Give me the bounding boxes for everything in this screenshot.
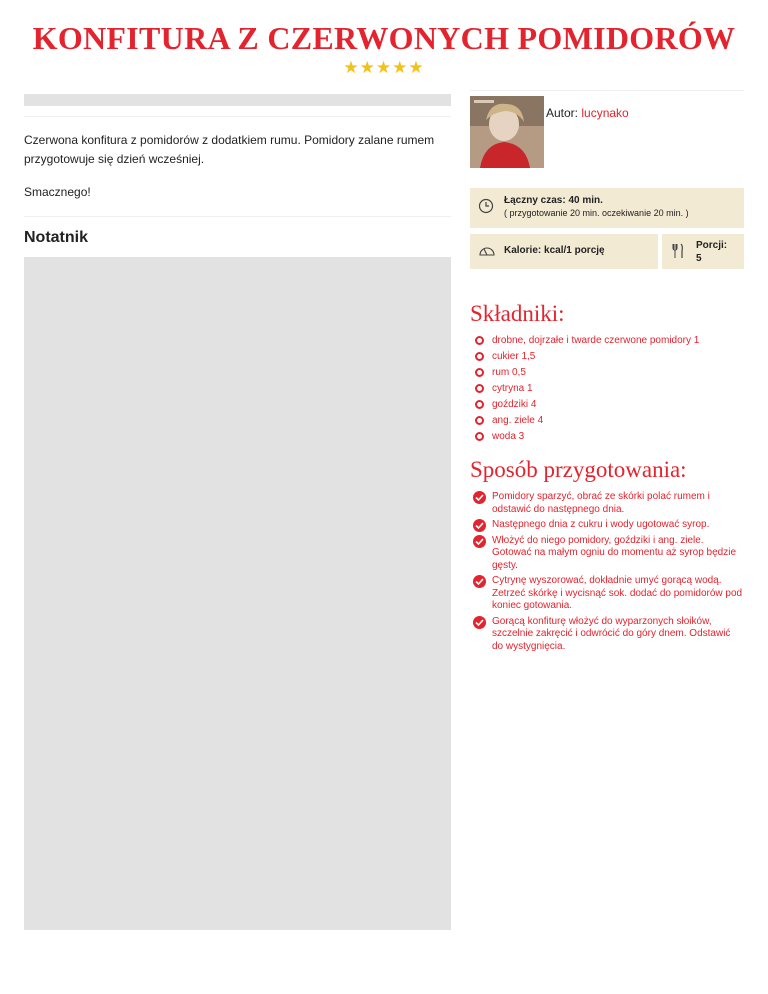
notes-area[interactable] bbox=[24, 257, 451, 930]
step-text: Włożyć do niego pomidory, goździki i ang. ziele. Gotować na małym ogniu do momentu aż syrop będzie gęsty. bbox=[492, 534, 737, 571]
time-box bbox=[470, 188, 744, 228]
description-text: Czerwona konfitura z pomidorów z dodatkiem rumu. Pomidory zalane rumem przygotowuje się dzień wcześniej. bbox=[24, 133, 435, 166]
circle-bullet-icon bbox=[475, 432, 484, 441]
preparation-step bbox=[470, 519, 744, 532]
ingredient-text: cukier 1,5 bbox=[492, 351, 536, 362]
check-icon bbox=[473, 491, 486, 504]
circle-bullet-icon bbox=[475, 336, 484, 345]
author-link[interactable]: lucynako bbox=[581, 106, 629, 120]
circle-bullet-icon bbox=[475, 384, 484, 393]
check-icon bbox=[473, 519, 486, 532]
step-text: Pomidory sparzyć, obrać ze skórki polać rumem i odstawić do następnego dnia. bbox=[492, 491, 710, 515]
step-text: Gorącą konfiturę włożyć do wyparzonych słoików, szczelnie zakręcić i odwrócić do góry dnem. Odstawić do wystygnięcia. bbox=[492, 615, 731, 652]
check-icon bbox=[473, 616, 486, 629]
preparation-step bbox=[470, 491, 744, 516]
ingredient-item bbox=[470, 334, 744, 350]
author-info bbox=[546, 106, 629, 120]
preparation-step bbox=[470, 535, 744, 573]
closing-text: Smacznego! bbox=[24, 185, 91, 199]
ingredient-text: cytryna 1 bbox=[492, 383, 533, 394]
author-row bbox=[470, 91, 744, 183]
ingredient-text: goździki 4 bbox=[492, 399, 537, 410]
check-icon bbox=[473, 575, 486, 588]
recipe-title: KONFITURA Z CZERWONYCH POMIDORÓW bbox=[32, 20, 736, 56]
meta-row bbox=[470, 234, 744, 269]
time-details: ( przygotowanie 20 min. oczekiwanie 20 min. ) bbox=[504, 208, 689, 218]
ingredients-heading: Składniki: bbox=[470, 301, 565, 326]
left-column bbox=[24, 94, 451, 261]
circle-bullet-icon bbox=[475, 416, 484, 425]
ingredient-text: woda 3 bbox=[492, 431, 525, 442]
cutlery-icon bbox=[672, 243, 684, 264]
check-icon bbox=[473, 535, 486, 548]
circle-bullet-icon bbox=[475, 352, 484, 361]
calories-box bbox=[470, 234, 658, 269]
total-time: Łączny czas: 40 min. bbox=[504, 195, 603, 206]
ingredient-item bbox=[470, 366, 744, 382]
preparation-step bbox=[470, 575, 744, 613]
ingredient-item bbox=[470, 382, 744, 398]
ingredient-item bbox=[470, 414, 744, 430]
servings-caption: Porcji: bbox=[696, 240, 728, 251]
step-text: Następnego dnia z cukru i wody ugotować syrop. bbox=[492, 519, 710, 530]
clock-icon bbox=[478, 198, 494, 219]
servings-value: 5 bbox=[696, 253, 702, 264]
ingredients-list bbox=[470, 334, 744, 446]
ingredient-text: drobne, dojrzałe i twarde czerwone pomidory 1 bbox=[492, 335, 700, 346]
rating-stars[interactable]: ★★★★★ bbox=[343, 58, 425, 77]
servings-label bbox=[696, 239, 727, 265]
gauge-icon bbox=[478, 243, 496, 262]
calories-label: Kalorie: kcal/1 porcję bbox=[504, 245, 605, 256]
ingredient-text: ang. ziele 4 bbox=[492, 415, 544, 426]
recipe-description bbox=[24, 117, 451, 202]
servings-box bbox=[662, 234, 744, 269]
circle-bullet-icon bbox=[475, 368, 484, 377]
step-text: Cytrynę wyszorować, dokładnie umyć gorącą wodą. Zetrzeć skórkę i wycisnąć sok. dodać do pomidorów pod koniec gotowania. bbox=[492, 575, 743, 611]
ingredient-item bbox=[470, 398, 744, 414]
circle-bullet-icon bbox=[475, 400, 484, 409]
notes-heading: Notatnik bbox=[24, 216, 451, 261]
image-placeholder-bar bbox=[24, 94, 451, 106]
author-avatar[interactable] bbox=[470, 96, 544, 168]
preparation-step bbox=[470, 616, 744, 654]
author-label: Autor: bbox=[546, 106, 579, 120]
ingredient-text: rum 0,5 bbox=[492, 367, 526, 378]
right-column bbox=[470, 90, 744, 656]
preparation-list bbox=[470, 491, 744, 653]
preparation-heading: Sposób przygotowania: bbox=[470, 457, 687, 482]
ingredient-item bbox=[470, 350, 744, 366]
ingredient-item bbox=[470, 430, 744, 446]
